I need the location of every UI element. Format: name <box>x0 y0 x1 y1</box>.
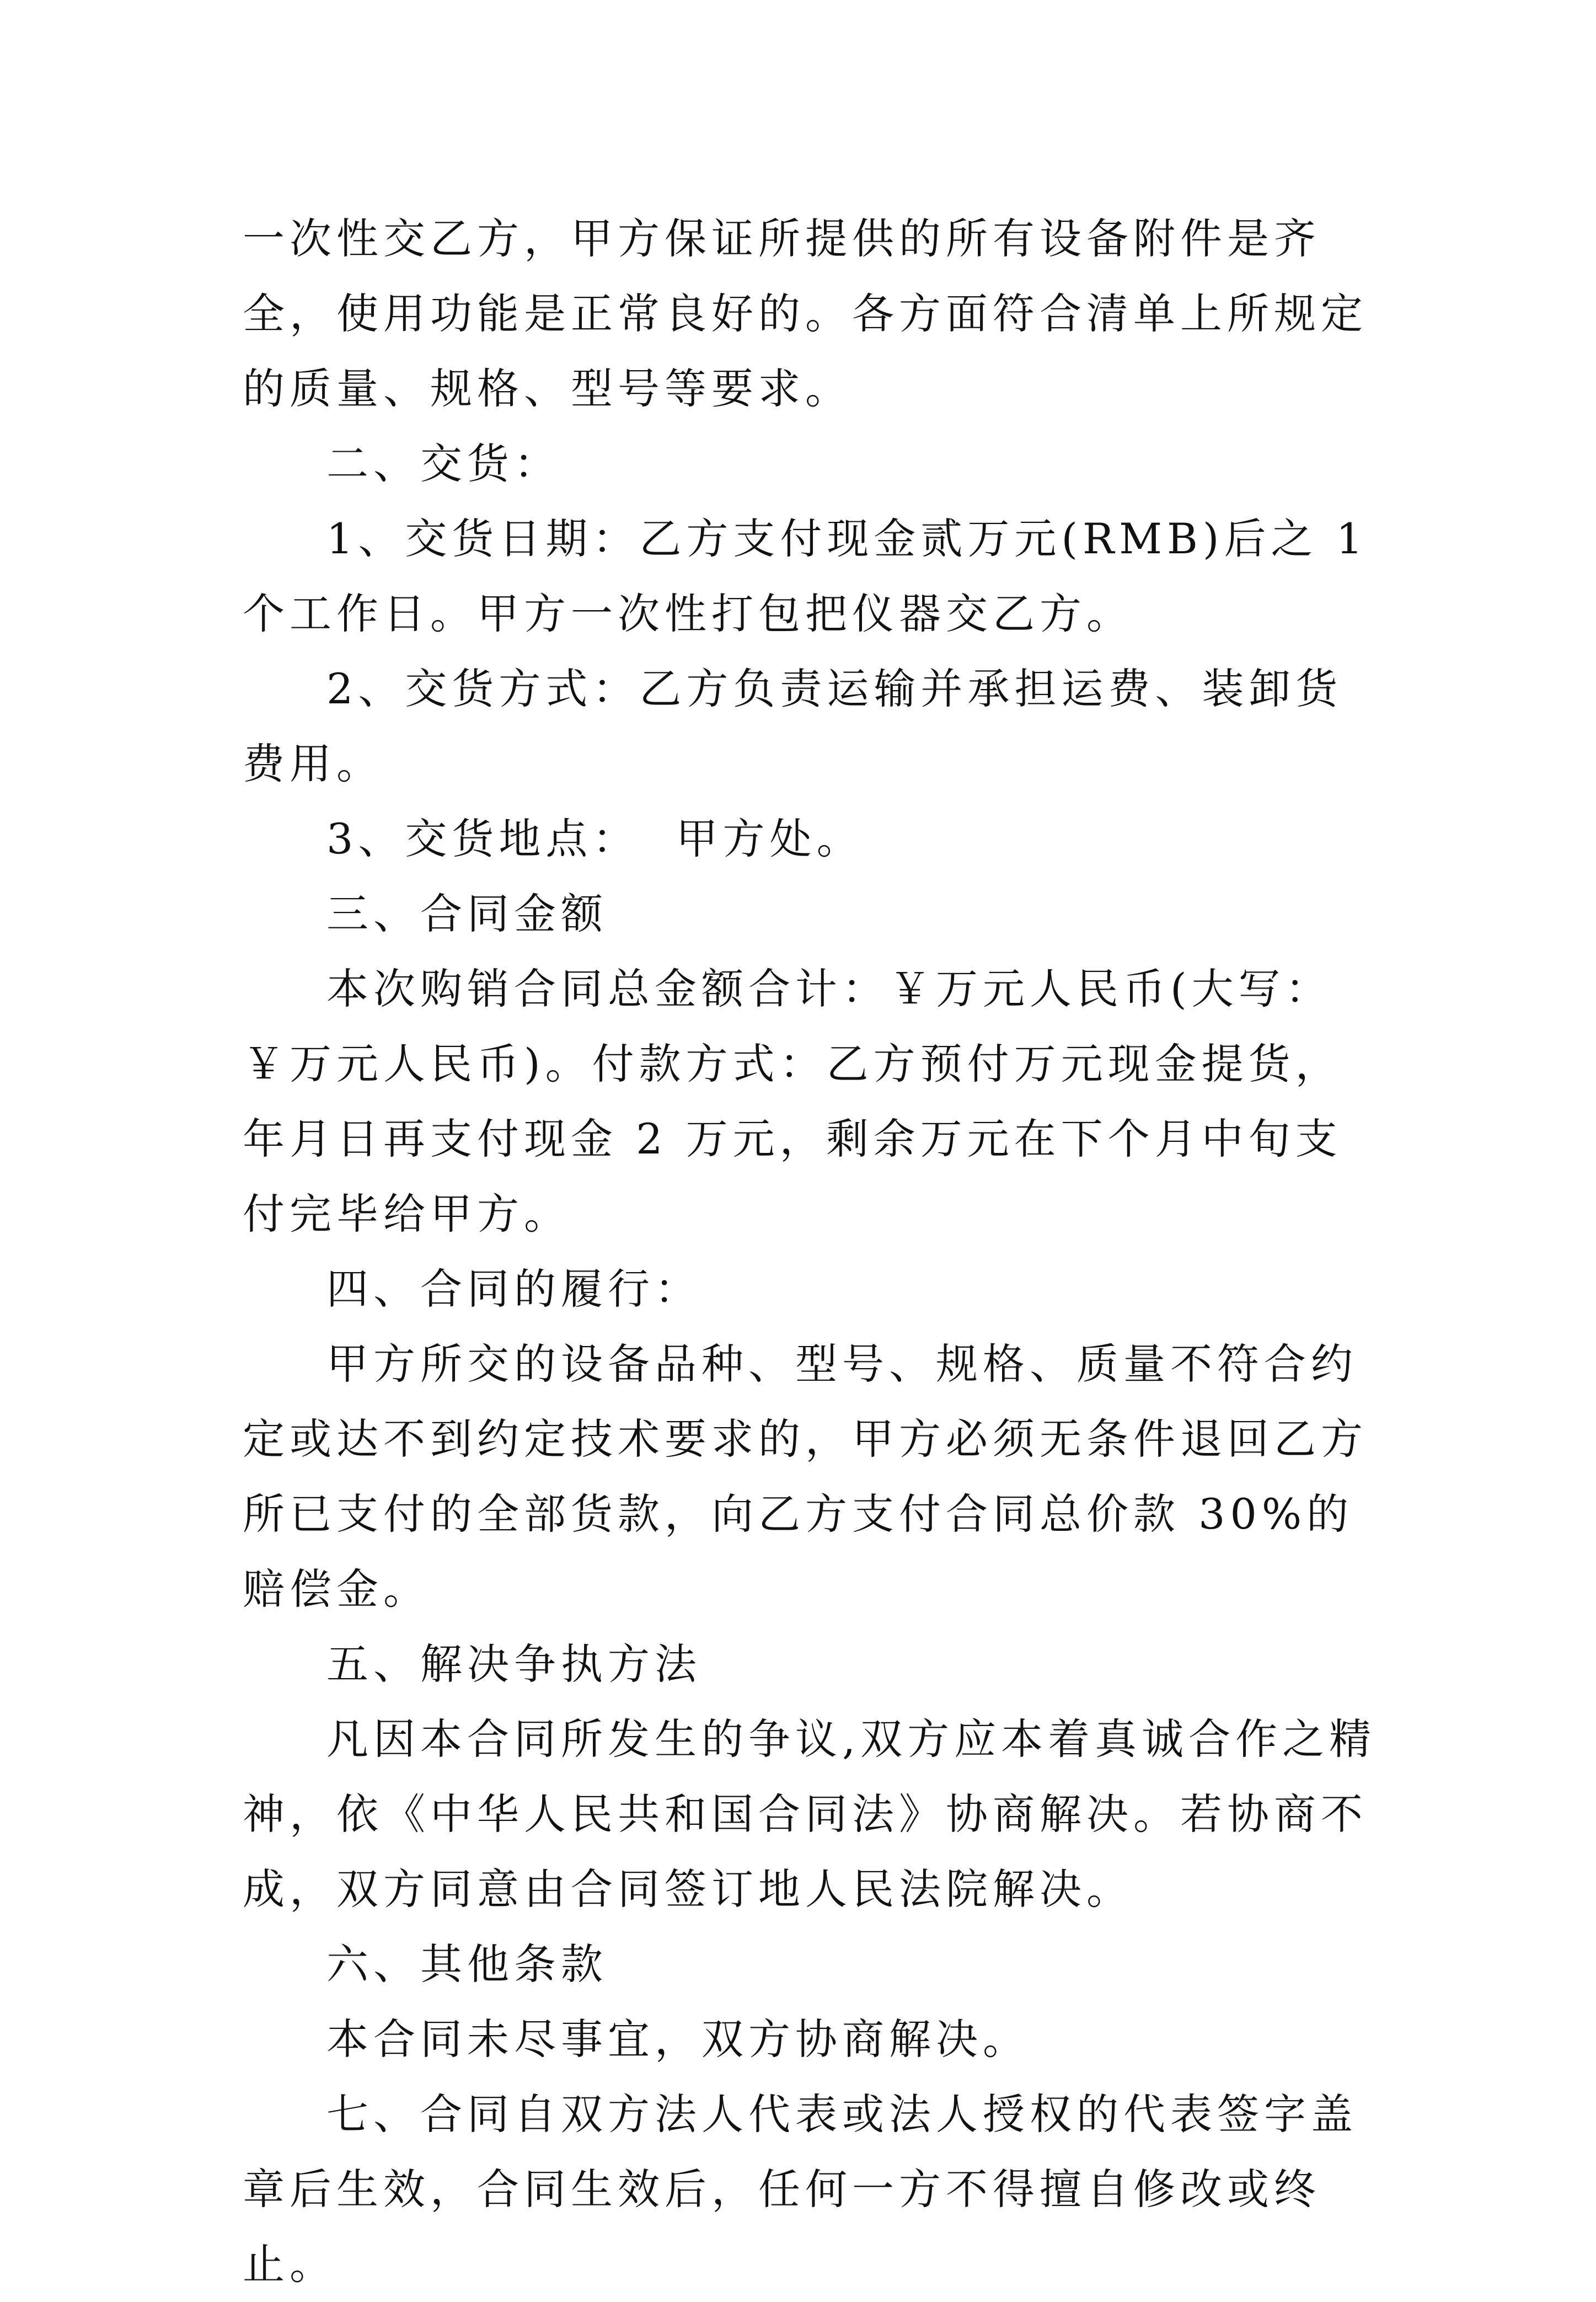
clause-dispute: 凡因本合同所发生的争议,双方应本着真诚合作之精神，依《中华人民共和国合同法》协商解决。若协商不成，双方同意由合同签订地人民法院解决。 <box>243 1715 1377 1914</box>
section-heading-dispute: 五、解决争执方法 <box>326 1639 701 1689</box>
section-heading-contract-amount: 三、合同金额 <box>326 889 608 938</box>
clause-effectiveness: 七、合同自双方法人代表或法人授权的代表签字盖章后生效，合同生效后，任何一方不得擅自修改或终止。 <box>243 2090 1358 2289</box>
section-heading-delivery: 二、交货： <box>326 439 561 488</box>
clause-delivery-date: 1、交货日期：乙方支付现金贰万元(RMB)后之 1 个工作日。甲方一次性打包把仪器交乙方。 <box>243 514 1386 638</box>
clause-performance: 甲方所交的设备品种、型号、规格、质量不符合约定或达不到约定技术要求的，甲方必须无条件退回乙方所已支付的全部货款，向乙方支付合同总价款 30%的赔偿金。 <box>243 1339 1368 1614</box>
section-heading-performance: 四、合同的履行： <box>326 1264 701 1313</box>
clause-delivery-location: 3、交货地点： 甲方处。 <box>326 814 864 863</box>
clause-other-terms: 本合同未尽事宜，双方协商解决。 <box>326 2015 1030 2064</box>
clause-delivery-method: 2、交货方式：乙方负责运输并承担运费、装卸货费用。 <box>243 664 1343 788</box>
document-body <box>243 201 1386 2302</box>
section-heading-other-terms: 六、其他条款 <box>326 1940 608 1989</box>
clause-contract-amount: 本次购销合同总金额合计：￥万元人民币(大写：￥万元人民币)。付款方式：乙方预付万元现金提货，年月日再支付现金 2 万元，剩余万元在下个月中旬支付完毕给甲方。 <box>243 964 1342 1238</box>
paragraph-continuation: 一次性交乙方，甲方保证所提供的所有设备附件是齐全，使用功能是正常良好的。各方面符合清单上所规定的质量、规格、型号等要求。 <box>243 214 1368 413</box>
